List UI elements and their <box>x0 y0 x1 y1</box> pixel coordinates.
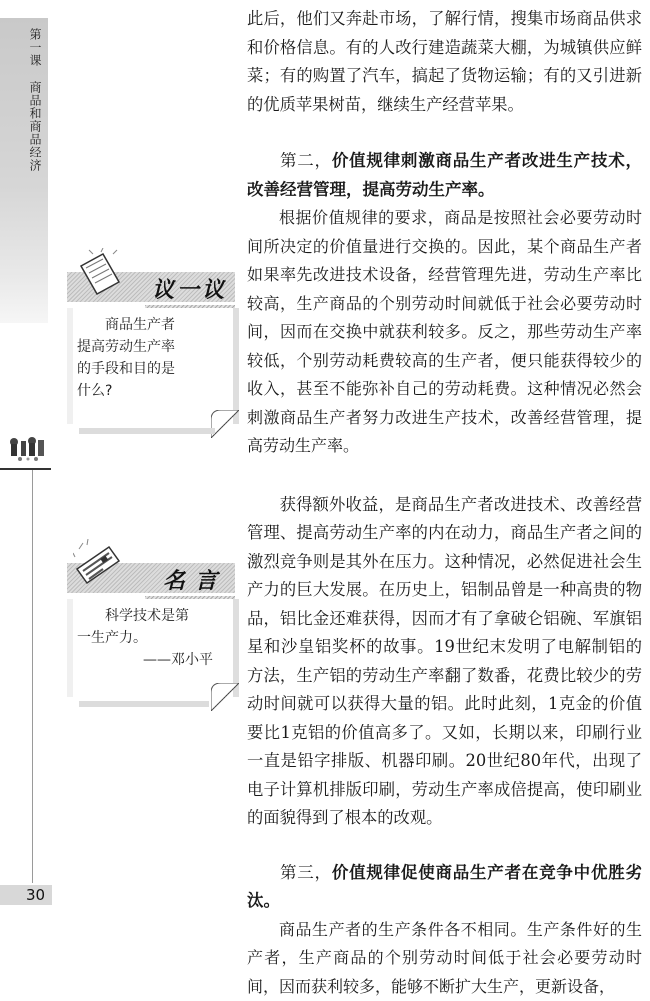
newspaper-icon <box>73 539 131 589</box>
paragraph-story: 此后，他们又奔赴市场，了解行情，搜集市场商品供求和价格信息。有的人改行建造蔬菜大棚，为城镇供应鲜菜；有的购置了汽车，搞起了货物运输；有的又引进新的优质苹果树苗，继续生产经营苹果。 <box>247 5 642 119</box>
heading-second-text: 价值规律刺激商品生产者改进生产技术，改善经营管理，提高劳动生产率。 <box>247 151 642 199</box>
page-curl-icon <box>211 683 239 711</box>
discuss-title: 议一议 <box>152 273 227 304</box>
quote-author: ——邓小平 <box>77 649 227 671</box>
heading-third-text: 价值规律促使商品生产者在竞争中优胜劣汰。 <box>247 863 642 911</box>
page-number: 30 <box>26 886 45 904</box>
heading-third-point <box>247 859 642 916</box>
document-scroll-icon <box>73 248 131 298</box>
tools-icon <box>8 436 48 462</box>
heading-second-point <box>247 147 642 204</box>
heading-second-prefix: 第二， <box>280 151 332 170</box>
quote-title: 名言 <box>163 564 227 595</box>
chapter-number: 第一课 <box>28 28 42 67</box>
paragraph-value-law: 根据价值规律的要求，商品是按照社会必要劳动时间所决定的价值量进行交换的。因此，某个商品生产者如果率先改进技术设备，经营管理先进，劳动生产率比较高，生产商品的个别劳动时间就低于社会必要劳动时间，因而在交换中就获利较多。反之，那些劳动生产率较低，个别劳动耗费较高的生产者，便只能获得较少的收入，甚至不能弥补自己的劳动耗费。这种情况必然会刺激商品生产者努力改进生产技术，改善经营管理，提高劳动生产率。 <box>247 204 642 461</box>
discuss-paper <box>67 308 239 424</box>
discuss-question: 商品生产者 提高劳动生产率 的手段和目的是 什么? <box>73 308 233 412</box>
main-text <box>247 0 642 1001</box>
paragraph-aluminum-example: 获得额外收益，是商品生产者改进技术、改善经营管理、提高劳动生产率的内在动力，商品生产者之间的激烈竞争则是其外在压力。这种情况，必然促进社会生产力的巨大发展。在历史上，铝制品曾是一种高贵的物品，铝比金还难获得，因而才有了拿破仑铝碗、军旗铝星和沙皇铝奖杯的故事。19世纪末发明了电解制铝的方法，生产铝的劳动生产率翻了数番，花费比较少的劳动时间就可以获得大量的铝。此时此刻，1克金的价值要比1克铝的价值高多了。又如，长期以来，印刷行业一直是铅字排版、机器印刷。20世纪80年代，出现了电子计算机排版印刷，劳动生产率成倍提高，使印刷业的面貌得到了根本的改观。 <box>247 491 642 833</box>
margin-rule <box>0 468 51 470</box>
page-curl-icon <box>211 410 239 438</box>
heading-third-prefix: 第三， <box>280 863 332 882</box>
quote-paper <box>67 599 239 697</box>
chapter-title: 商品和商品经济 <box>28 81 42 172</box>
margin-line <box>32 470 33 883</box>
quote-text: 科学技术是第 一生产力。 ——邓小平 <box>73 599 233 681</box>
paragraph-competition: 商品生产者的生产条件各不相同。生产条件好的生产者，生产商品的个别劳动时间低于社会必要劳动时间，因而获利较多，能够不断扩大生产，更新设备， <box>247 916 642 1001</box>
chapter-label <box>27 28 41 172</box>
